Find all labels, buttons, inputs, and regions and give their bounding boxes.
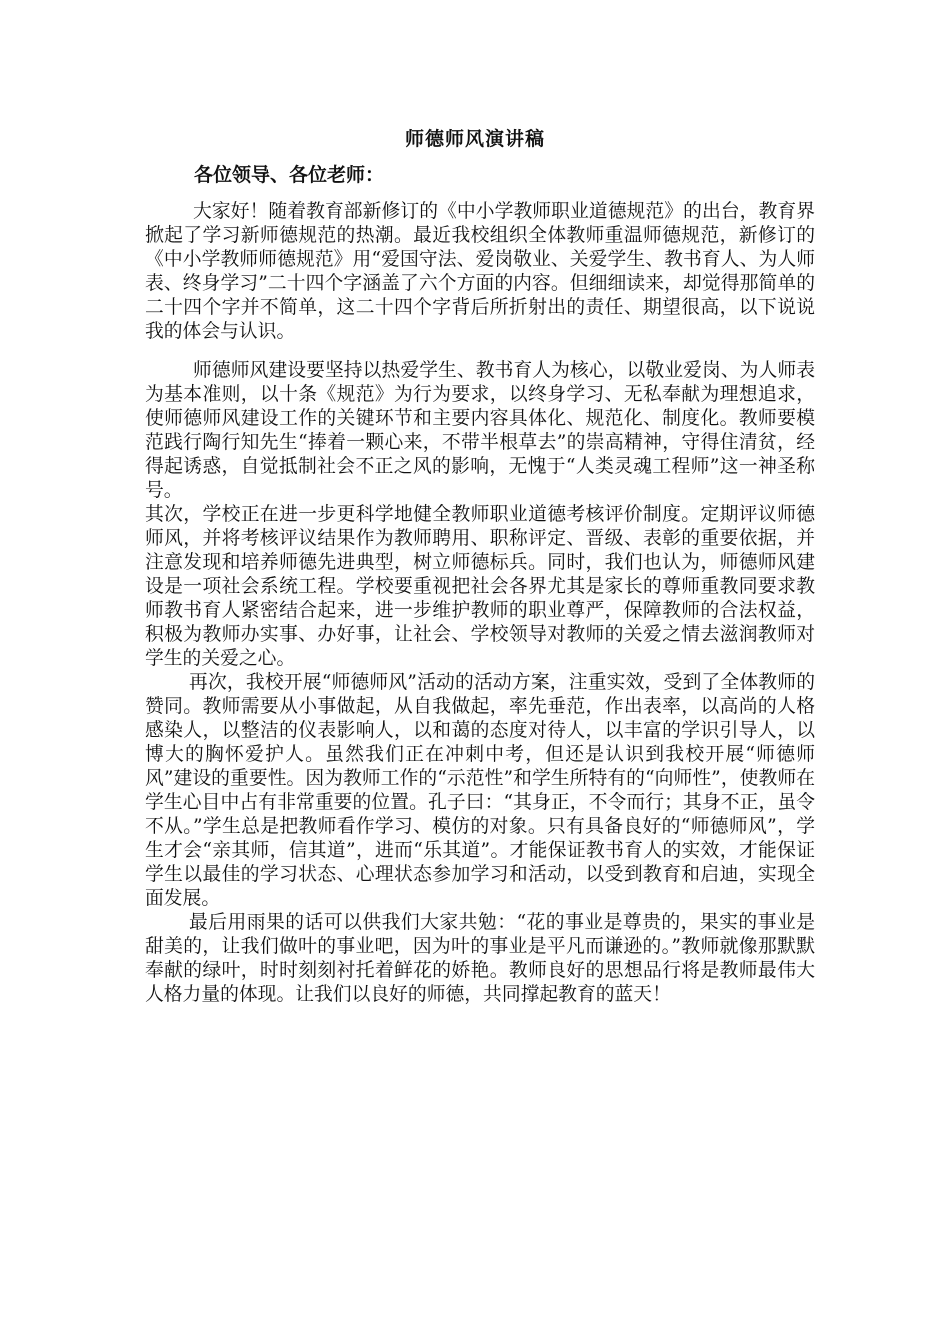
paragraph-intro: 大家好！随着教育部新修订的《中小学教师职业道德规范》的出台，教育界掀起了学习新师德规范的热潮。最近我校组织全体教师重温师德规范，新修订的《中小学教师师德规范》用“爱国守法、爱岗敬业、关爱学生、教书育人、为人师表、终身学习”二十四个字涵盖了六个方面的内容。但细细读来，却觉得那简单的二十四个字并不简单，这二十四个字背后所折射出的责任、期望很高，以下说说我的体会与认识。 [145,201,815,342]
paragraph-activities: 再次，我校开展“师德师风”活动的活动方案，注重实效，受到了全体教师的赞同。教师需要从小事做起，从自我做起，率先垂范，作出表率，以高尚的人格感染人，以整洁的仪表影响人，以和蔼的态度对待人，以丰富的学识引导人，以博大的胸怀爱护人。虽然我们正在冲刺中考，但还是认识到我校开展“师德师风”建设的重要性。因为教师工作的“示范性”和学生所特有的“向师性”，使教师在学生心目中占有非常重要的位置。孔子曰：“其身正，不令而行；其身不正，虽令不从。”学生总是把教师看作学习、模仿的对象。只有具备良好的“师德师风”，学生才会“亲其师，信其道”，进而“乐其道”。才能保证教书育人的实效，才能保证学生以最佳的学习状态、心理状态参加学习和活动，以受到教育和启迪，实现全面发展。 [145,672,815,909]
salutation: 各位领导、各位老师： [194,164,385,186]
paragraph-core-principles: 师德师风建设要坚持以热爱学生、教书育人为核心，以敬业爱岗、为人师表为基本准则，以十条《规范》为行为要求，以终身学习、无私奉献为理想追求，使师德师风建设工作的关键环节和主要内容具体化、规范化、制度化。教师要模范践行陶行知先生“捧着一颗心来，不带半根草去”的崇高精神，守得住清贫，经得起诱惑，自觉抵制社会不正之风的影响，无愧于“人类灵魂工程师”这一神圣称号。 [145,360,815,501]
document-title: 师德师风演讲稿 [404,128,545,150]
paragraph-conclusion: 最后用雨果的话可以供我们大家共勉：“花的事业是尊贵的，果实的事业是甜美的，让我们做叶的事业吧，因为叶的事业是平凡而谦逊的。”教师就像那默默奉献的绿叶，时时刻刻衬托着鲜花的娇艳。教师良好的思想品行将是教师最伟大人格力量的体现。让我们以良好的师德，共同撑起教育的蓝天！ [145,912,815,1005]
document-body [145,200,815,1007]
paragraph-evaluation-system: 其次，学校正在进一步更科学地健全教师职业道德考核评价制度。定期评议师德师风，并将考核评议结果作为教师聘用、职称评定、晋级、表彰的重要依据，并注意发现和培养师德先进典型，树立师德标兵。同时，我们也认为，师德师风建设是一项社会系统工程。学校要重视把社会各界尤其是家长的尊师重教同要求教师教书育人紧密结合起来，进一步维护教师的职业尊严，保障教师的合法权益，积极为教师办实事、办好事，让社会、学校领导对教师的关爱之情去滋润教师对学生的关爱之心。 [145,504,815,669]
